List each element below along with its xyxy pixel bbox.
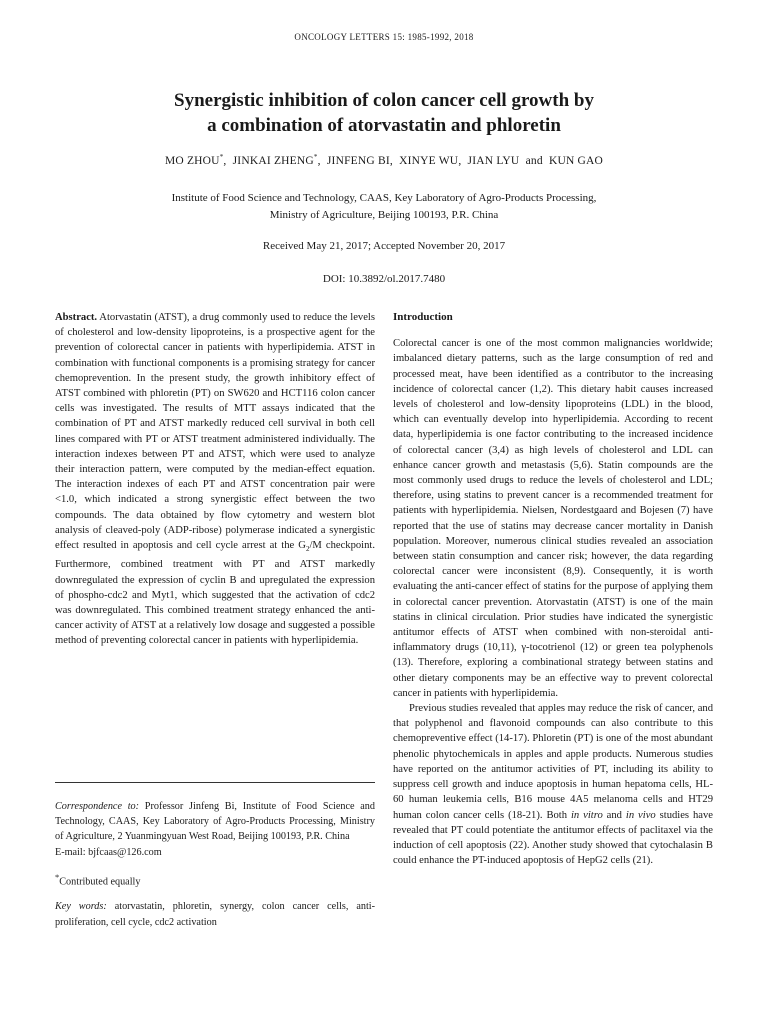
author-name: MO ZHOU	[164, 155, 220, 167]
keywords	[55, 899, 375, 929]
affiliation	[100, 190, 668, 224]
journal-header: ONCOLOGY LETTERS 15: 1985-1992, 2018	[294, 32, 474, 42]
received-dates: Received May 21, 2017; Accepted November 20, 2017	[262, 240, 506, 252]
intro-p2-text-1: Previous studies revealed that apples may reduce the risk of cancer, and that polyphenol and flavonoid compounds can also contribute to this chemopreventive effect (14-17). Phloretin (PT) is one of the most abundant phenolic phytochemicals in apples and apple products. Numerous studies have reported on the antitumor activities of PT, including its ability to suppress cell growth and induce apoptosis in human hepatoma cells, HL-60 human leukemia cells, B16 mouse 4A5 melanoma cells and HT29 human colon cancer cells (18-21). Both	[393, 703, 713, 821]
intro-p2-text-2: studies have revealed that PT could potentiate the antitumor effects of paclitaxel via the induction of cell apoptosis (22). Another study showed that cytochalasin B could enhance the PT-induced apoptosis of HepG2 cells (21).	[393, 809, 713, 867]
intro-and: and	[602, 809, 626, 821]
intro-paragraph-2	[393, 701, 713, 868]
affiliation-line-1: Institute of Food Science and Technology, CAAS, Key Laboratory of Agro-Products Processing,	[171, 192, 597, 204]
abstract-subscript: 2	[305, 545, 310, 554]
in-vitro-term: in vitro	[570, 809, 603, 821]
footnotes	[55, 799, 375, 930]
abstract-label: Abstract.	[55, 312, 98, 323]
affiliation-line-2: Ministry of Agriculture, Beijing 100193, P.R. China	[269, 209, 499, 221]
abstract-text-2: /M checkpoint. Furthermore, combined treatment with PT and ATST markedly downregulated the expression of cyclin B and upregulated the expression of phospho-cdc2 and Myt1, which suggested that the activation of cdc2 was downregulated. This combined treatment strategy enhanced the anti-cancer activity of ATST at a relatively low dosage and suggested a possible method of preventing colorectal cancer in patients with hyperlipidemia.	[55, 540, 375, 647]
author-and: and	[525, 155, 543, 167]
author-name: XINYE WU	[399, 155, 459, 167]
keywords-text: atorvastatin, phloretin, synergy, colon cancer cells, anti-proliferation, cell cycle, cdc2 activation	[55, 901, 376, 928]
contributed-mark: *	[55, 871, 60, 882]
author-mark: *	[219, 153, 224, 161]
correspondence	[55, 799, 375, 845]
introduction-heading: Introduction	[393, 311, 453, 323]
email: E-mail: bjfcaas@126.com	[55, 846, 162, 858]
article-title	[60, 88, 708, 138]
title-line-1: Synergistic inhibition of colon cancer cell growth by	[174, 90, 594, 111]
author-mark: *	[313, 153, 318, 161]
in-vivo-term: in vivo	[625, 809, 656, 821]
keywords-label: Key words:	[55, 901, 107, 913]
title-line-2: a combination of atorvastatin and phloretin	[207, 115, 561, 136]
author-name: JIAN LYU	[467, 155, 520, 167]
introduction-section	[393, 310, 713, 868]
author-name: JINKAI ZHENG	[232, 155, 314, 167]
doi: DOI: 10.3892/ol.2017.7480	[322, 273, 446, 285]
author-list: MO ZHOU*, JINKAI ZHENG*, JINFENG BI, XINYE WU, JIAN LYU and KUN GAO	[164, 153, 604, 167]
author-name: JINFENG BI	[326, 155, 390, 167]
footnote-divider	[55, 782, 375, 783]
abstract-text-1: Atorvastatin (ATST), a drug commonly used to reduce the levels of cholesterol and low-density lipoproteins, is a prospective agent for the prevention of colorectal cancer in patients with hyperlipidemia. ATST in combination with functional components is a promising strategy for cancer chemoprevention. In the present study, the growth inhibitory effect of ATST combined with phloretin (PT) on SW620 and HCT116 colon cancer cells was investigated. The results of MTT assays indicated that the combination of PT and ATST markedly reduced cell survival in both cell lines compared with PT or ATST treatment administered individually. The interaction indexes between PT and ATST, which were used to analyze their interaction pattern, were computed by the median-effect equation. The interaction indexes of each PT and ATST concentration pair were <1.0, which indicated a strong synergistic effect between the two compounds. The data obtained by flow cytometry and western blot analysis of cleaved-poly (ADP-ribose) polymerase indicated a synergistic effect resulted in apoptosis and cell cycle arrest at the G	[55, 312, 375, 552]
correspondence-label: Correspondence to:	[55, 801, 140, 812]
author-name: KUN GAO	[548, 155, 604, 167]
contributed-note	[55, 870, 375, 890]
intro-paragraph-1: Colorectal cancer is one of the most common malignancies worldwide; imbalanced dietary patterns, such as the large consumption of red and processed meat, have been identified as a contributor to the increasing incidence of colorectal cancer (1,2). This dietary habit causes increased levels of cholesterol and low-density lipoproteins (LDL) in the blood, which can eventually develop into hyperlipidemia. According to recent data, hyperlipidemia is one factor contributing to the increased incidence of colorectal cancer (3,4) as high levels of cholesterol and LDL can enhance cancer growth and metastasis (5,6). Statin compounds are the most commonly used drugs to reduce the levels of cholesterol and LDL; therefore, using statins to prevent cancer is a recommended treatment for patients with hyperlipidemia. Nielsen, Nordestgaard and Bojesen (7) have reported that the use of statins may decrease cancer mortality in Danish population. Moreover, numerous clinical studies revealed an association between statin consumption and cancer risk; however, the data regarding colorectal cancer were inconsistent (8,9). Consequently, it is worth evaluating the anti-cancer effect of statins for the purpose of applying them in colorectal cancer prevention. Atorvastatin (ATST) is one of the main statins in clinical circulation. Prior studies have indicated the synergistic antitumor effects of ATST when combined with non-steroidal anti-inflammatory drugs (10,11), γ-tocotrienol (12) or green tea polyphenols (13). Therefore, exploring a combinational strategy between statins and other dietary components may be an effective way to prevent colorectal cancer in patients with hyperlipidemia.	[393, 338, 713, 699]
abstract-section	[55, 310, 375, 649]
abstract-paragraph	[55, 310, 375, 649]
correspondence-text: Professor Jinfeng Bi, Institute of Food Science and Technology, CAAS, Key Laboratory of Agro-Products Processing, Ministry of Agriculture, 2 Yuanmingyuan West Road, Beijing 100193, P.R. China	[55, 801, 375, 843]
contributed-text: Contributed equally	[59, 876, 141, 888]
